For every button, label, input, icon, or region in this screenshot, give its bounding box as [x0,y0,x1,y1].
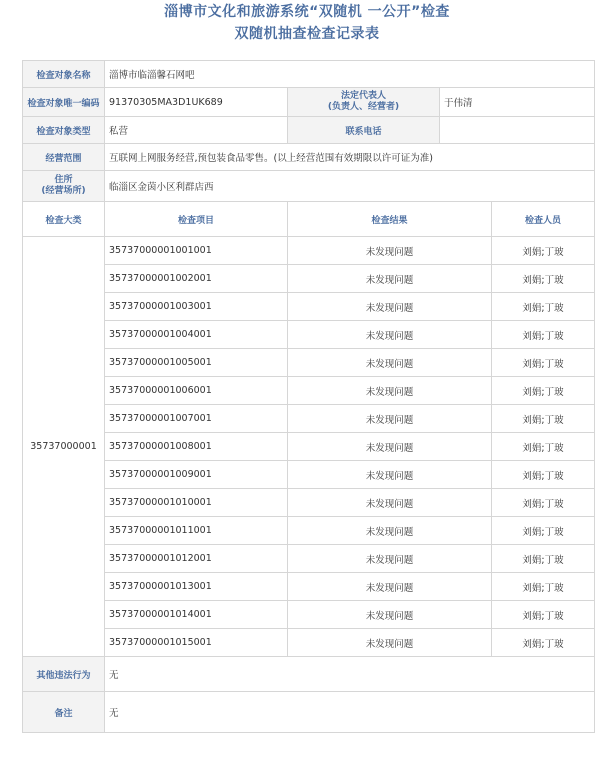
item-code: 35737000001001001 [105,237,288,265]
subject-name-value: 淄博市临淄馨石网吧 [105,61,595,88]
inspection-item-row [23,545,595,573]
item-code: 35737000001004001 [105,321,288,349]
inspection-item-row [23,601,595,629]
inspection-item-row [23,517,595,545]
item-inspector: 刘娟;丁玻 [492,321,595,349]
item-code: 35737000001009001 [105,461,288,489]
legal-rep-label-line2: (负责人、经营者) [327,102,400,112]
item-inspector: 刘娟;丁玻 [492,629,595,657]
inspection-item-row [23,489,595,517]
item-code: 35737000001011001 [105,517,288,545]
item-inspector: 刘娟;丁玻 [492,237,595,265]
item-result: 未发现问题 [288,237,492,265]
inspection-item-row [23,293,595,321]
item-result: 未发现问题 [288,321,492,349]
subject-code-label: 检查对象唯一编码 [23,88,105,117]
item-header: 检查项目 [105,202,288,237]
remark-value: 无 [105,692,595,733]
other-violations-label: 其他违法行为 [23,657,105,692]
inspection-header-row [23,202,595,237]
address-label [23,171,105,202]
item-code: 35737000001014001 [105,601,288,629]
item-result: 未发现问题 [288,349,492,377]
inspection-item-row [23,349,595,377]
page-title: 淄博市文化和旅游系统“双随机 一公开”检查 [164,4,450,20]
item-inspector: 刘娟;丁玻 [492,377,595,405]
subject-type-value: 私营 [105,117,288,144]
phone-value [440,117,595,144]
remark-label: 备注 [23,692,105,733]
inspection-item-row [23,573,595,601]
item-inspector: 刘娟;丁玻 [492,573,595,601]
item-result: 未发现问题 [288,573,492,601]
address-label-line2: (经营场所) [41,186,86,196]
item-code: 35737000001007001 [105,405,288,433]
legal-rep-label-line1: 法定代表人 [340,91,386,101]
inspection-item-row [23,237,595,265]
item-result: 未发现问题 [288,377,492,405]
item-code: 35737000001005001 [105,349,288,377]
other-violations-value: 无 [105,657,595,692]
inspection-item-row [23,321,595,349]
legal-rep-label [288,88,440,117]
item-code: 35737000001003001 [105,293,288,321]
item-inspector: 刘娟;丁玻 [492,349,595,377]
address-label-line1: 住所 [54,175,73,185]
item-inspector: 刘娟;丁玻 [492,293,595,321]
item-inspector: 刘娟;丁玻 [492,545,595,573]
subject-type-row [23,117,595,144]
item-code: 35737000001013001 [105,573,288,601]
item-inspector: 刘娟;丁玻 [492,489,595,517]
item-code: 35737000001015001 [105,629,288,657]
item-code: 35737000001002001 [105,265,288,293]
inspector-header: 检查人员 [492,202,595,237]
subject-name-label: 检查对象名称 [23,61,105,88]
category-header: 检查大类 [23,202,105,237]
item-code: 35737000001012001 [105,545,288,573]
item-code: 35737000001008001 [105,433,288,461]
item-inspector: 刘娟;丁玻 [492,517,595,545]
item-result: 未发现问题 [288,293,492,321]
item-inspector: 刘娟;丁玻 [492,405,595,433]
subject-code-value: 91370305MA3D1UK689 [105,88,288,117]
item-result: 未发现问题 [288,517,492,545]
business-scope-label: 经营范围 [23,144,105,171]
inspection-record-table [22,60,595,733]
inspection-item-row [23,405,595,433]
subject-code-row [23,88,595,117]
phone-label: 联系电话 [288,117,440,144]
inspection-item-row [23,461,595,489]
inspection-item-row [23,265,595,293]
item-result: 未发现问题 [288,405,492,433]
item-result: 未发现问题 [288,601,492,629]
item-result: 未发现问题 [288,265,492,293]
legal-rep-value: 于伟清 [440,88,595,117]
item-inspector: 刘娟;丁玻 [492,601,595,629]
item-result: 未发现问题 [288,461,492,489]
inspection-item-row [23,629,595,657]
result-header: 检查结果 [288,202,492,237]
item-result: 未发现问题 [288,489,492,517]
item-code: 35737000001010001 [105,489,288,517]
business-scope-value: 互联网上网服务经营,预包装食品零售。(以上经营范围有效期限以许可证为准) [105,144,595,171]
subject-name-row [23,61,595,88]
business-scope-row [23,144,595,171]
address-value: 临淄区金茵小区利群店西 [105,171,595,202]
item-inspector: 刘娟;丁玻 [492,461,595,489]
item-result: 未发现问题 [288,433,492,461]
item-code: 35737000001006001 [105,377,288,405]
address-row [23,171,595,202]
inspection-item-row [23,377,595,405]
subject-type-label: 检查对象类型 [23,117,105,144]
remark-row [23,692,595,733]
item-inspector: 刘娟;丁玻 [492,265,595,293]
item-result: 未发现问题 [288,629,492,657]
page-subtitle: 双随机抽查检查记录表 [234,26,380,42]
other-violations-row [23,657,595,692]
inspection-item-row [23,433,595,461]
item-inspector: 刘娟;丁玻 [492,433,595,461]
item-result: 未发现问题 [288,545,492,573]
category-code-value: 35737000001 [23,237,105,657]
